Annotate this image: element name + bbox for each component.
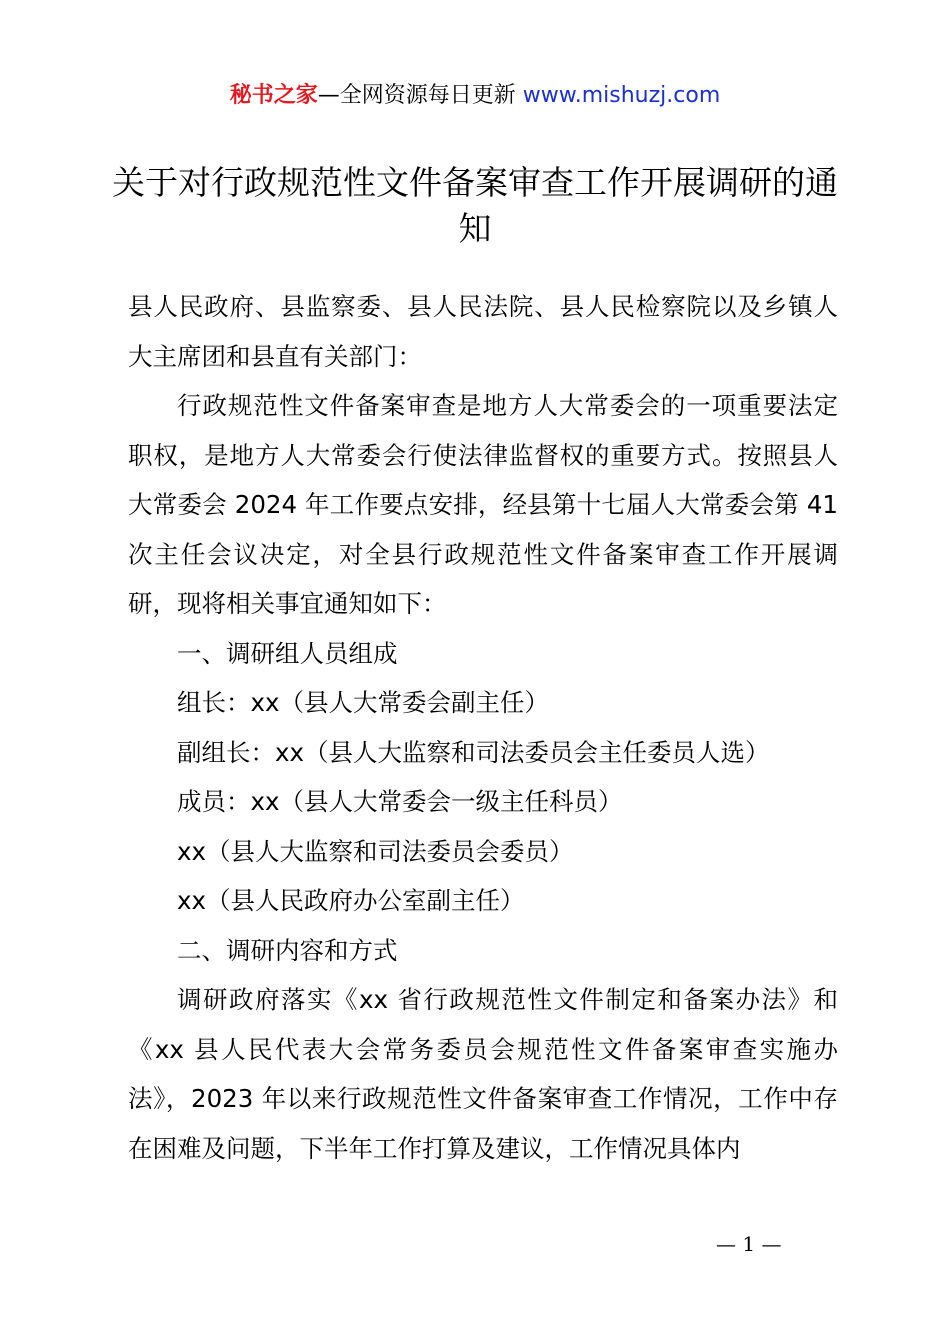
addressee: 县人民政府、县监察委、县人民法院、县人民检察院以及乡镇人大主席团和县直有关部门： <box>128 292 838 371</box>
team-member: xx（县人民政府办公室副主任） <box>177 886 525 915</box>
intro-paragraph: 行政规范性文件备案审查是地方人大常委会的一项重要法定职权，是地方人大常委会行使法律监督权的重要方式。按照县人大常委会 2024 年工作要点安排，经县第十七届人大常委会第 41 次主任会议决定，对全县行政规范性文件备案审查工作开展调研，现将相关事宜通知如下： <box>128 391 838 618</box>
document-body <box>128 282 838 1173</box>
section2-paragraph: 调研政府落实《xx 省行政规范性文件制定和备案办法》和《xx 县人民代表大会常务委员会规范性文件备案审查实施办法》，2023 年以来行政规范性文件备案审查工作情况，工作中存在困难及问题，下半年工作打算及建议，工作情况具体内 <box>128 985 838 1163</box>
document-title: 关于对行政规范性文件备案审查工作开展调研的通知 <box>112 163 838 248</box>
page-number: — 1 — <box>716 1232 782 1256</box>
team-member: xx（县人大监察和司法委员会委员） <box>177 836 574 866</box>
team-member: 成员：xx（县人大常委会一级主任科员） <box>177 787 623 816</box>
team-deputy-leader: 副组长：xx（县人大监察和司法委员会主任委员人选） <box>177 737 770 767</box>
team-leader: 组长：xx（县人大常委会副主任） <box>177 688 549 717</box>
section-heading-2: 二、调研内容和方式 <box>177 935 398 965</box>
site-header <box>0 80 950 112</box>
site-tagline: —全网资源每日更新 <box>317 83 523 108</box>
site-url-link[interactable]: www.mishuzj.com <box>522 83 721 108</box>
section-heading-1: 一、调研组人员组成 <box>177 638 398 668</box>
site-brand: 秘书之家 <box>229 83 318 108</box>
